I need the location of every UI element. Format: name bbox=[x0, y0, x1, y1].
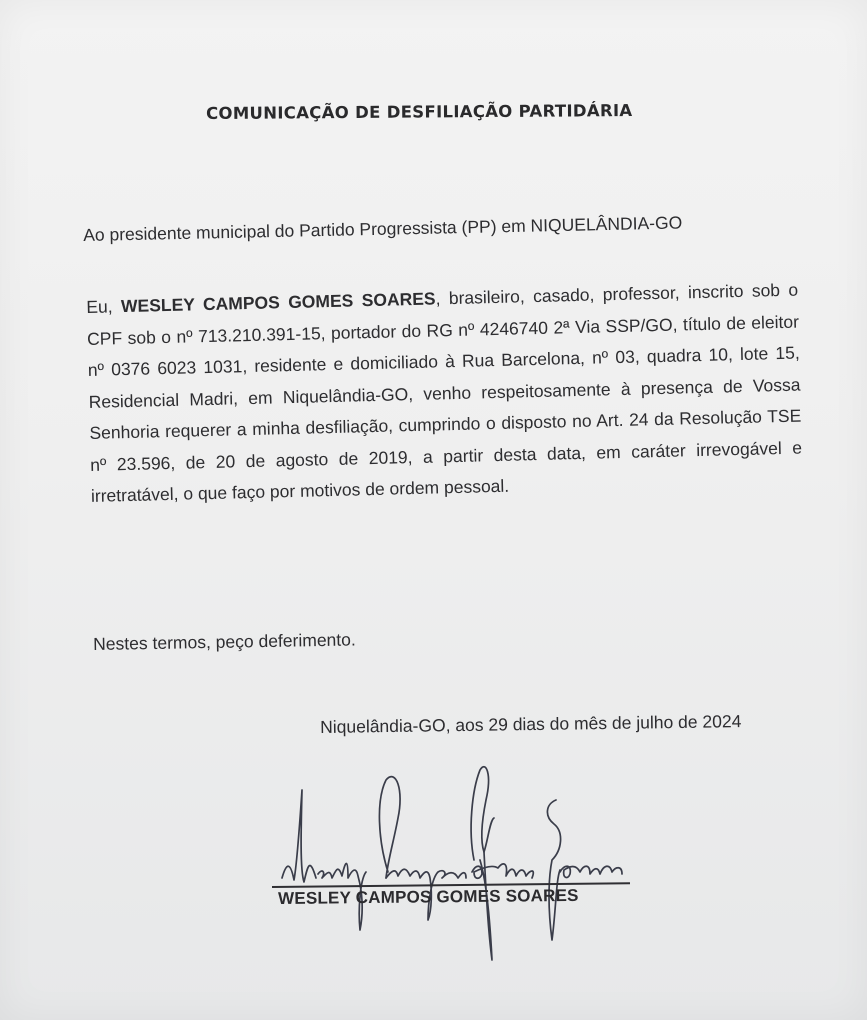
signature-block bbox=[260, 760, 660, 980]
addressee-line: Ao presidente municipal do Partido Progressista (PP) em NIQUELÂNDIA-GO bbox=[83, 212, 683, 245]
declarant-name: WESLEY CAMPOS GOMES SOARES bbox=[120, 288, 436, 317]
body-paragraph bbox=[86, 275, 803, 513]
closing-line: Nestes termos, peço deferimento. bbox=[93, 629, 356, 654]
body-intro: Eu, bbox=[86, 296, 122, 317]
signer-printed-name: WESLEY CAMPOS GOMES SOARES bbox=[278, 885, 579, 908]
place-date-line: Niquelândia-GO, aos 29 dias do mês de julho de 2024 bbox=[320, 711, 742, 737]
handwritten-signature bbox=[260, 760, 660, 980]
document-title: COMUNICAÇÃO DE DESFILIAÇÃO PARTIDÁRIA bbox=[206, 101, 633, 123]
body-rest: , brasileiro, casado, professor, inscrito sob o CPF sob o nº 713.210.391-15, portador do RG nº 4246740 2ª Via SSP/GO, título de eleitor nº 0376 6023 1031, residente e domiciliado à Rua Barcelona, nº 03, quadra 10, lote 15, Residencial Madri, em Niquelândia-GO, venho respeitosamente à presença de Vossa Senhoria requerer a minha desfiliação, cumprindo o disposto no Art. 24 da Resolução TSE nº 23.596, de 20 de agosto de 2019, a partir desta data, em caráter irrevogável e irretratável, o que faço por motivos de ordem pessoal. bbox=[86, 279, 803, 506]
